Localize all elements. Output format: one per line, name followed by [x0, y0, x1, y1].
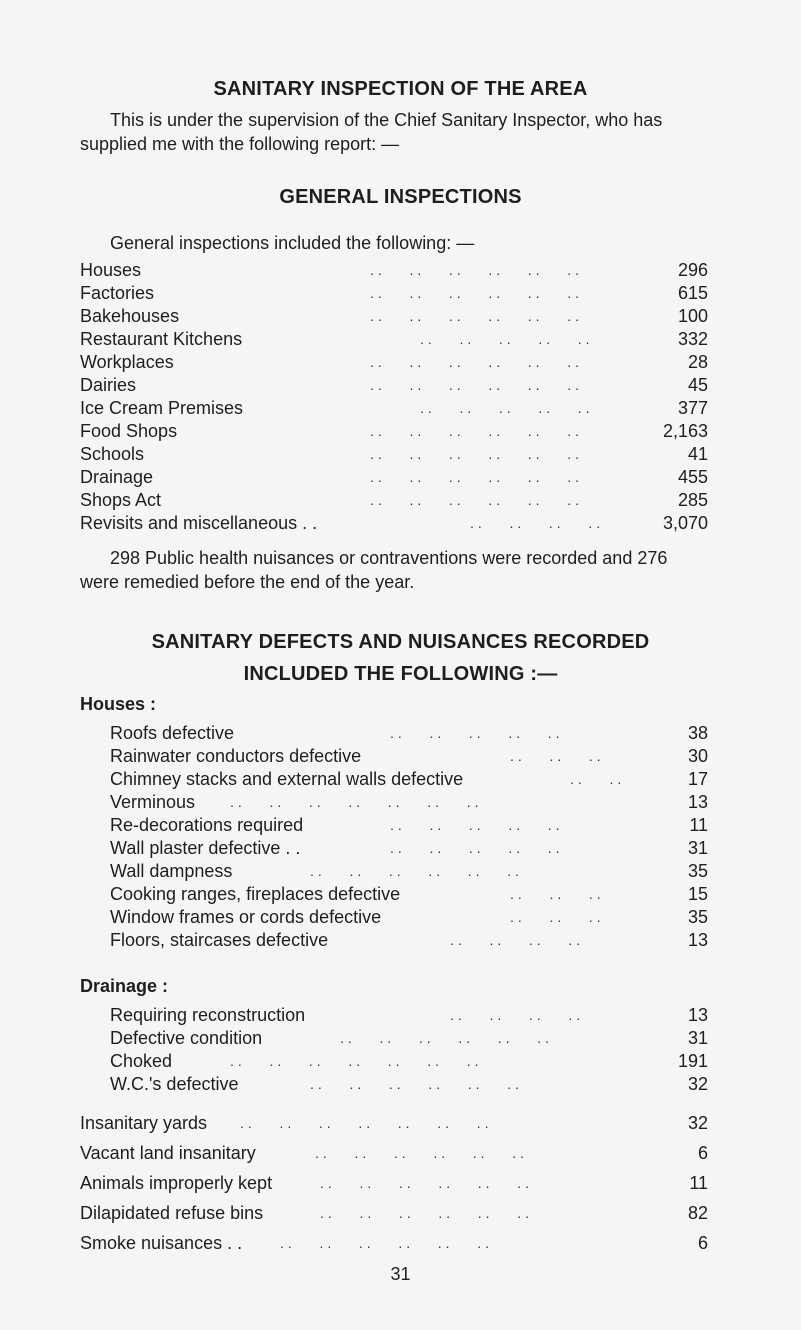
list-item — [110, 1073, 708, 1095]
leader-dots: .. .. .. .. .. .. — [370, 354, 584, 370]
leader-dots: .. .. .. .. .. .. — [340, 1030, 554, 1046]
leader-dots: .. .. .. .. .. — [390, 725, 564, 741]
leader-dots: .. .. .. .. .. — [420, 331, 594, 347]
list-item — [80, 466, 708, 488]
item-label: Drainage — [80, 467, 154, 487]
leader-dots: .. .. .. .. .. .. .. — [230, 794, 483, 810]
item-label: Schools — [80, 444, 145, 464]
item-label: Vacant land insanitary — [80, 1143, 256, 1163]
leader-dots: .. .. .. .. — [450, 1007, 585, 1023]
leader-dots: .. .. .. .. .. .. — [370, 377, 584, 393]
list-item — [80, 305, 708, 327]
defects-heading-line1: SANITARY DEFECTS AND NUISANCES RECORDED — [151, 631, 650, 653]
item-value: 35 — [687, 861, 708, 881]
list-item — [80, 328, 708, 350]
item-label: Ice Cream Premises — [80, 398, 244, 418]
item-label: Choked — [110, 1051, 173, 1071]
item-label: Food Shops — [80, 421, 178, 441]
list-item — [110, 1050, 708, 1072]
leader-dots: .. .. .. .. .. .. — [370, 492, 584, 508]
item-value: 615 — [677, 283, 708, 303]
leader-dots: .. .. .. .. .. — [390, 840, 564, 856]
defects-heading-line2: INCLUDED THE FOLLOWING :— — [243, 663, 558, 685]
item-label: Wall dampness — [110, 861, 233, 881]
item-label: Restaurant Kitchens — [80, 329, 243, 349]
item-value: 17 — [687, 769, 708, 789]
list-item — [80, 443, 708, 465]
item-label: Verminous — [110, 792, 196, 812]
item-label: Houses — [80, 260, 142, 280]
list-item — [110, 883, 708, 905]
item-value: 285 — [677, 490, 708, 510]
item-label: Workplaces — [80, 352, 174, 372]
item-value: 13 — [687, 930, 708, 950]
leader-dots: .. .. .. .. .. .. .. — [240, 1115, 493, 1131]
intro-paragraph: This is under the supervision of the Chief Sanitary Inspector, who has supplied me with the following report: — — [80, 110, 663, 154]
leader-dots: .. .. .. .. .. .. — [370, 262, 584, 278]
list-item — [110, 791, 708, 813]
leader-dots: .. .. .. .. .. .. — [370, 469, 584, 485]
leader-dots: .. .. .. .. .. .. — [370, 308, 584, 324]
leader-dots: .. .. .. .. .. .. — [315, 1145, 529, 1161]
item-value: 100 — [677, 306, 708, 326]
list-item — [80, 420, 708, 442]
item-value: 31 — [687, 1028, 708, 1048]
item-value: 38 — [687, 723, 708, 743]
leader-dots: .. .. .. .. .. .. — [370, 285, 584, 301]
item-value: 11 — [689, 815, 708, 835]
item-value: 332 — [677, 329, 708, 349]
item-label: Bakehouses — [80, 306, 180, 326]
list-item — [80, 397, 708, 419]
general-inspections-lead: General inspections included the following: — — [110, 233, 475, 253]
item-label: Insanitary yards — [80, 1113, 208, 1133]
item-label: Window frames or cords defective — [110, 907, 382, 927]
general-inspections-heading: GENERAL INSPECTIONS — [279, 186, 522, 208]
item-value: 15 — [687, 884, 708, 904]
item-value: 191 — [677, 1051, 708, 1071]
item-label: Chimney stacks and external walls defective — [110, 769, 464, 789]
list-item — [110, 722, 708, 744]
leader-dots: .. .. .. — [510, 748, 605, 764]
item-label: Factories — [80, 283, 155, 303]
leader-dots: .. .. .. .. .. .. .. — [230, 1053, 483, 1069]
summary-paragraph: 298 Public health nuisances or contraventions were recorded and 276 were remedied before the end of the year. — [80, 548, 668, 592]
list-item — [110, 860, 708, 882]
item-value: 13 — [687, 1005, 708, 1025]
item-value: 6 — [697, 1143, 708, 1163]
item-value: 41 — [687, 444, 708, 464]
item-value: 377 — [677, 398, 708, 418]
item-label: Defective condition — [110, 1028, 263, 1048]
leader-dots: .. .. .. .. .. .. — [320, 1175, 534, 1191]
list-item — [80, 1172, 708, 1194]
list-item — [80, 282, 708, 304]
list-item — [80, 1232, 708, 1254]
list-item — [110, 837, 708, 859]
item-value: 32 — [687, 1113, 708, 1133]
item-label: Re-decorations required — [110, 815, 304, 835]
item-value: 11 — [689, 1173, 708, 1193]
item-label: Smoke nuisances . . — [80, 1233, 243, 1253]
list-item — [80, 351, 708, 373]
leader-dots: .. .. .. .. .. .. — [280, 1235, 494, 1251]
list-item — [80, 1202, 708, 1224]
item-value: 82 — [687, 1203, 708, 1223]
list-item — [110, 1004, 708, 1026]
leader-dots: .. .. .. .. .. .. — [370, 446, 584, 462]
page-number: 31 — [390, 1264, 411, 1284]
leader-dots: .. .. .. .. .. .. — [310, 1076, 524, 1092]
item-value: 6 — [697, 1233, 708, 1253]
list-item — [110, 814, 708, 836]
list-item — [110, 929, 708, 951]
leader-dots: .. .. .. .. .. .. — [310, 863, 524, 879]
leader-dots: .. .. .. .. — [470, 515, 605, 531]
list-item — [80, 259, 708, 281]
item-value: 296 — [677, 260, 708, 280]
leader-dots: .. .. .. .. .. .. — [320, 1205, 534, 1221]
list-item — [110, 1027, 708, 1049]
item-value: 13 — [687, 792, 708, 812]
leader-dots: .. .. .. .. .. .. — [370, 423, 584, 439]
list-item — [110, 745, 708, 767]
list-item — [110, 768, 708, 790]
leader-dots: .. .. .. — [510, 909, 605, 925]
item-label: W.C.'s defective — [110, 1074, 239, 1094]
leader-dots: .. .. .. — [510, 886, 605, 902]
item-label: Rainwater conductors defective — [110, 746, 362, 766]
list-item — [80, 512, 708, 534]
item-value: 28 — [687, 352, 708, 372]
item-label: Requiring reconstruction — [110, 1005, 306, 1025]
leader-dots: .. .. .. .. .. — [420, 400, 594, 416]
leader-dots: .. .. .. .. — [450, 932, 585, 948]
item-value: 2,163 — [662, 421, 708, 441]
item-label: Roofs defective — [110, 723, 235, 743]
item-label: Dilapidated refuse bins — [80, 1203, 264, 1223]
item-label: Animals improperly kept — [80, 1173, 273, 1193]
item-value: 3,070 — [662, 513, 708, 533]
item-label: Cooking ranges, fireplaces defective — [110, 884, 401, 904]
houses-section-label: Houses : — [80, 694, 157, 714]
list-item — [80, 489, 708, 511]
item-value: 32 — [687, 1074, 708, 1094]
drainage-section-label: Drainage : — [80, 976, 169, 996]
list-item — [110, 906, 708, 928]
item-value: 45 — [687, 375, 708, 395]
item-value: 455 — [677, 467, 708, 487]
item-label: Shops Act — [80, 490, 162, 510]
list-item — [80, 1142, 708, 1164]
item-value: 31 — [687, 838, 708, 858]
item-label: Dairies — [80, 375, 137, 395]
list-item — [80, 1112, 708, 1134]
item-label: Wall plaster defective . . — [110, 838, 301, 858]
item-value: 30 — [687, 746, 708, 766]
leader-dots: .. .. .. .. .. — [390, 817, 564, 833]
item-value: 35 — [687, 907, 708, 927]
page-title: SANITARY INSPECTION OF THE AREA — [213, 78, 588, 100]
list-item — [80, 374, 708, 396]
item-label: Floors, staircases defective — [110, 930, 329, 950]
item-label: Revisits and miscellaneous . . — [80, 513, 318, 533]
leader-dots: .. .. — [570, 771, 626, 787]
